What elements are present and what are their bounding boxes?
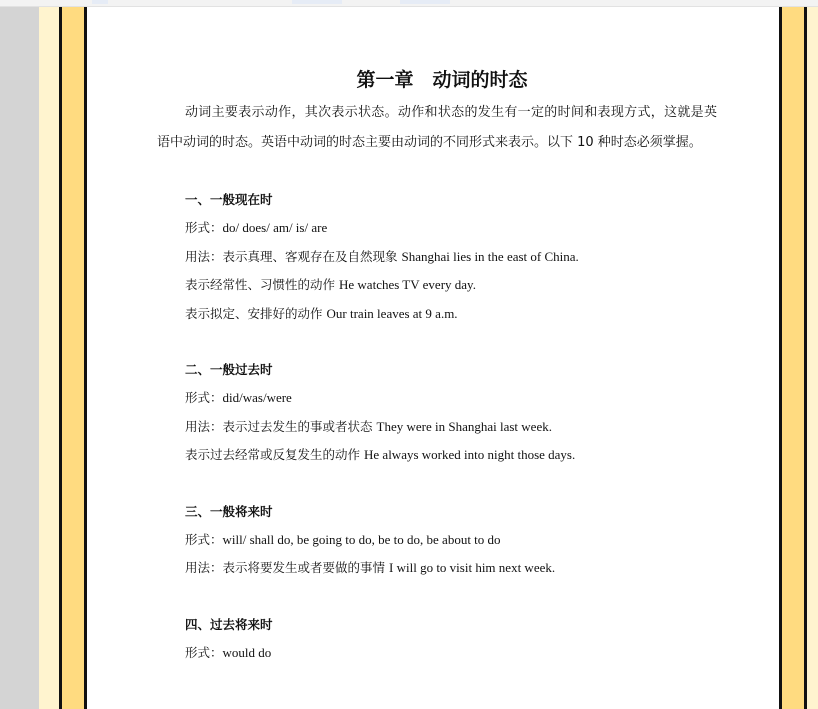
toolbar-tab-marker bbox=[400, 0, 450, 4]
usage-zh: 用法：表示真理、客观存在及自然现象 bbox=[185, 248, 398, 264]
form-value: will/ shall do, be going to do, be to do, be about to do bbox=[222, 531, 501, 547]
section-simple-future bbox=[185, 498, 717, 583]
usage-zh: 表示拟定、安排好的动作 bbox=[185, 305, 323, 321]
section-simple-present bbox=[185, 186, 717, 328]
form-label: 形式： bbox=[185, 531, 223, 547]
usage-zh: 表示过去经常或反复发生的动作 bbox=[185, 447, 361, 462]
section-heading: 三、一般将来时 bbox=[185, 503, 273, 519]
usage-line bbox=[185, 243, 717, 272]
usage-example: They were in Shanghai last week. bbox=[376, 418, 552, 434]
section-heading: 二、一般过去时 bbox=[185, 362, 273, 377]
usage-zh: 表示经常性、习惯性的动作 bbox=[185, 277, 336, 292]
document-content bbox=[157, 64, 717, 667]
usage-zh: 用法：表示将要发生或者要做的事情 bbox=[185, 560, 386, 575]
usage-line bbox=[185, 441, 717, 470]
section-future-in-past bbox=[185, 611, 717, 668]
form-line bbox=[185, 639, 717, 668]
toolbar-tab-marker bbox=[92, 0, 108, 4]
toolbar-tab-marker bbox=[292, 0, 342, 4]
form-value: did/was/were bbox=[222, 390, 292, 405]
usage-example: Shanghai lies in the east of China. bbox=[401, 248, 579, 264]
form-value: would do bbox=[222, 644, 272, 660]
section-heading: 四、过去将来时 bbox=[185, 616, 273, 632]
usage-example: He always worked into night those days. bbox=[364, 447, 576, 462]
page-border-left-line bbox=[84, 7, 87, 709]
page-border-right-stripe bbox=[782, 7, 804, 709]
form-line bbox=[185, 214, 717, 243]
form-label: 形式： bbox=[185, 644, 223, 660]
form-line bbox=[185, 384, 717, 413]
usage-line bbox=[185, 271, 717, 300]
page-border-right-outer bbox=[807, 7, 818, 709]
chapter-title: 第一章 动词的时态 bbox=[356, 69, 528, 91]
section-simple-past bbox=[185, 356, 717, 470]
usage-example: I will go to visit him next week. bbox=[389, 560, 556, 575]
usage-zh: 用法：表示过去发生的事或者状态 bbox=[185, 418, 373, 434]
page-border-left-stripe bbox=[62, 7, 84, 709]
chapter-intro: 动词主要表示动作，其次表示状态。动作和状态的发生有一定的时间和表现方式，这就是英语中动词的时态。英语中动词的时态主要由动词的不同形式来表示。以下 10 种时态必须掌握。 bbox=[157, 105, 717, 150]
usage-line bbox=[185, 554, 717, 583]
form-label: 形式： bbox=[185, 220, 223, 235]
usage-line bbox=[185, 413, 717, 442]
usage-example: He watches TV every day. bbox=[339, 277, 476, 292]
section-heading: 一、一般现在时 bbox=[185, 192, 273, 207]
form-value: do/ does/ am/ is/ are bbox=[222, 220, 328, 235]
page-border-left-outer bbox=[39, 7, 59, 709]
form-line bbox=[185, 526, 717, 555]
toolbar-strip bbox=[0, 0, 818, 7]
usage-line bbox=[185, 300, 717, 329]
usage-example: Our train leaves at 9 a.m. bbox=[326, 305, 458, 321]
form-label: 形式： bbox=[185, 390, 223, 405]
